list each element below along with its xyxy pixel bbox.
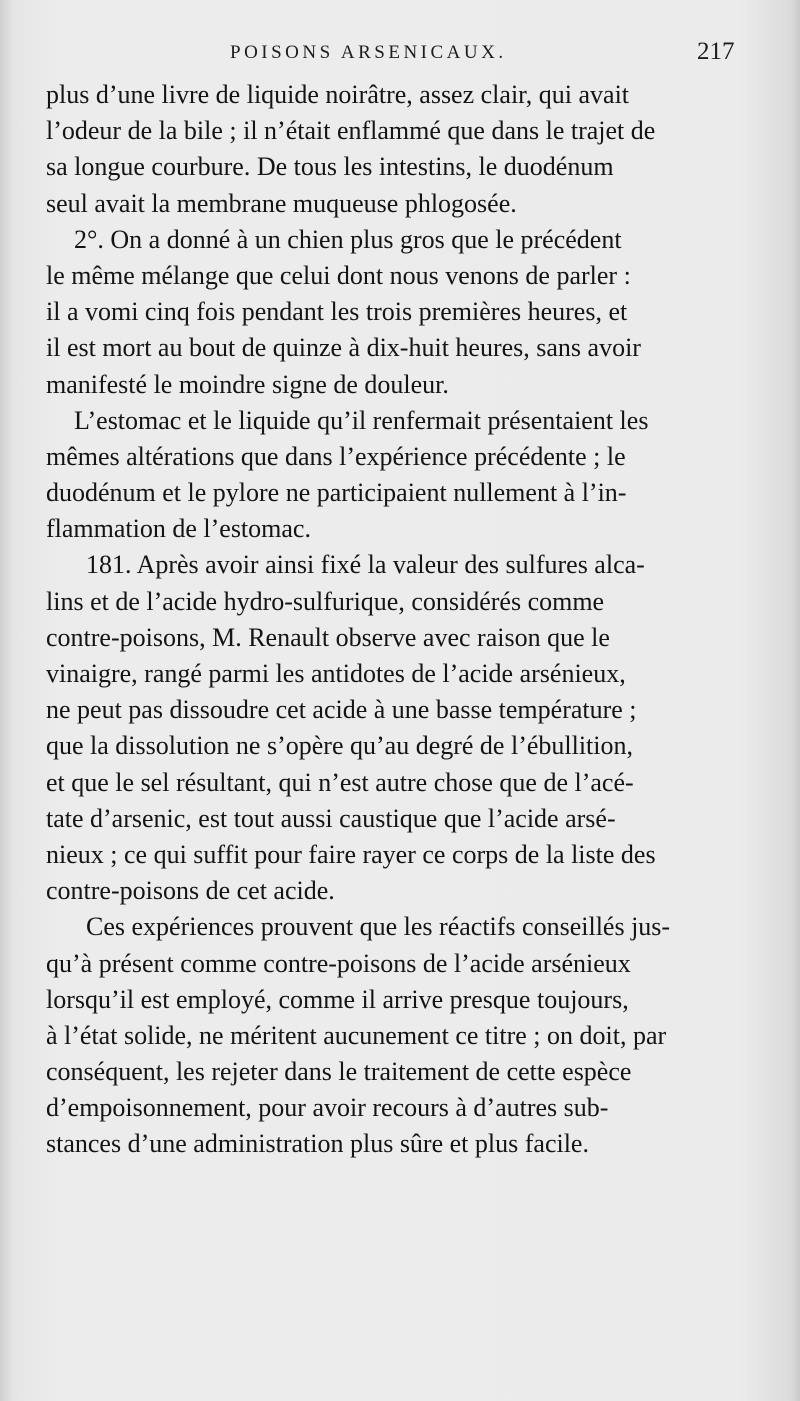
text-line: lorsqu’il est employé, comme il arrive presque toujours, <box>46 984 629 1014</box>
running-title: POISONS ARSENICAUX. <box>230 42 507 63</box>
text-line: sa longue courbure. De tous les intestins, le duodénum <box>46 152 614 182</box>
text-line: nieux ; ce qui suffit pour faire rayer ce corps de la liste des <box>46 839 656 869</box>
text-line: il a vomi cinq fois pendant les trois premières heures, et <box>46 297 628 327</box>
text-line: vinaigre, rangé parmi les antidotes de l’acide arsénieux, <box>46 659 626 688</box>
text-line: 2°. On a donné à un chien plus gros que le précédent <box>74 224 622 254</box>
text-line: flammation de l’estomac. <box>46 514 311 544</box>
text-line: manifesté le moindre signe de douleur. <box>46 369 449 399</box>
text-line: 181. Après avoir ainsi fixé la valeur des sulfures alca- <box>86 550 645 580</box>
text-line: à l’état solide, ne méritent aucunement ce titre ; on doit, par <box>46 1020 667 1050</box>
page-number: 217 <box>697 38 735 65</box>
text-line: L’estomac et le liquide qu’il renfermait présentaient les <box>74 405 649 435</box>
text-line: ne peut pas dissoudre cet acide à une basse température ; <box>46 695 637 725</box>
text-line: contre-poisons, M. Renault observe avec raison que le <box>46 622 610 652</box>
text-line: plus d’une livre de liquide noirâtre, assez clair, qui avait <box>46 80 630 109</box>
text-line: seul avait la membrane muqueuse phlogosée. <box>46 188 517 218</box>
text-line: il est mort au bout de quinze à dix-huit heures, sans avoir <box>46 333 641 363</box>
text-line: le même mélange que celui dont nous venons de parler : <box>46 260 631 290</box>
text-line: Ces expériences prouvent que les réactifs conseillés jus- <box>86 912 671 942</box>
text-line: l’odeur de la bile ; il n’était enflammé que dans le trajet de <box>46 116 656 146</box>
text-line: stances d’une administration plus sûre et plus facile. <box>46 1129 589 1159</box>
text-line: que la dissolution ne s’opère qu’au degré de l’ébullition, <box>46 731 634 761</box>
text-line: tate d’arsenic, est tout aussi caustique que l’acide arsé- <box>46 803 616 833</box>
text-line: et que le sel résultant, qui n’est autre chose que de l’acé- <box>46 767 634 797</box>
text-line: lins et de l’acide hydro-sulfurique, considérés comme <box>46 586 605 616</box>
text-line: contre-poisons de cet acide. <box>46 876 335 906</box>
text-line: duodénum et le pylore ne participaient nullement à l’in- <box>46 478 627 508</box>
text-line: d’empoisonnement, pour avoir recours à d’autres sub- <box>46 1093 609 1123</box>
body-text <box>46 77 756 1163</box>
page-header <box>0 38 800 72</box>
text-line: mêmes altérations que dans l’expérience précédente ; le <box>46 441 626 471</box>
text-line: qu’à présent comme contre-poisons de l’acide arsénieux <box>46 948 631 978</box>
text-line: conséquent, les rejeter dans le traitement de cette espèce <box>46 1057 632 1087</box>
